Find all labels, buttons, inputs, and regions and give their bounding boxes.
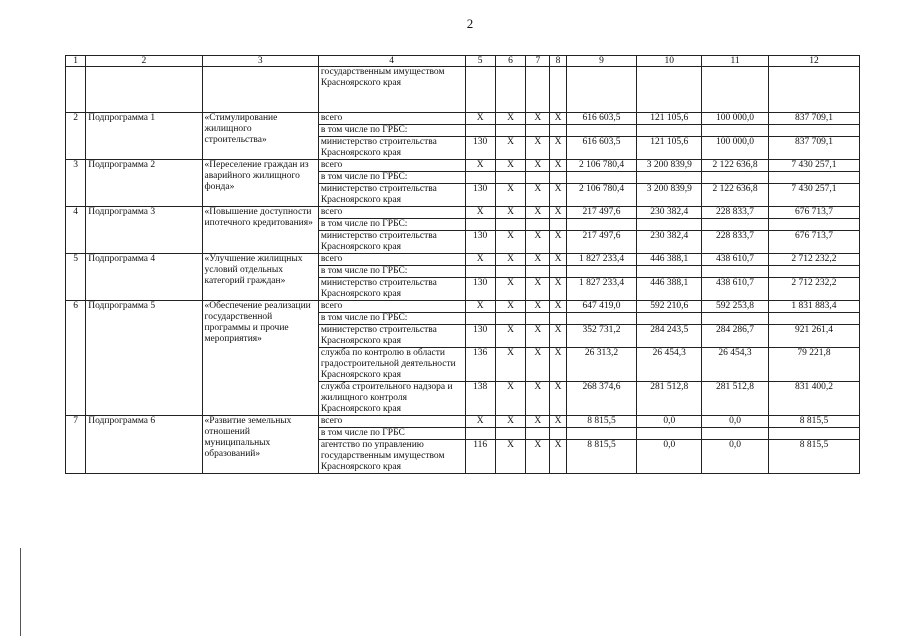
code-cell: X: [495, 231, 525, 254]
amount-cell: 230 382,4: [637, 207, 702, 219]
total-cell: 2 712 232,2: [768, 254, 859, 266]
amount-cell: 2 122 636,8: [702, 160, 769, 172]
code-cell: X: [495, 137, 525, 160]
executor-cell: всего: [318, 160, 465, 172]
total-cell: 676 713,7: [768, 231, 859, 254]
total-cell: [768, 266, 859, 278]
executor-cell: агентство по управлению государственным имуществом Красноярского края: [318, 440, 465, 474]
executor-cell: в том числе по ГРБС:: [318, 219, 465, 231]
code-cell: [550, 219, 566, 231]
table-row: [66, 207, 860, 219]
code-cell: X: [550, 382, 566, 416]
code-cell: X: [495, 254, 525, 266]
code-cell: X: [526, 207, 550, 219]
row-number: 5: [66, 254, 86, 301]
subprogram-label: Подпрограмма 2: [86, 160, 202, 207]
code-cell: X: [550, 113, 566, 125]
code-cell: X: [550, 231, 566, 254]
amount-cell: 217 497,6: [566, 207, 637, 219]
amount-cell: 3 200 839,9: [637, 160, 702, 172]
code-cell: [550, 313, 566, 325]
code-cell: X: [495, 278, 525, 301]
total-cell: 676 713,7: [768, 207, 859, 219]
subprogram-name: «Развитие земельных отношений муниципальных образований»: [202, 416, 318, 474]
amount-cell: [702, 266, 769, 278]
code-cell: [526, 428, 550, 440]
executor-cell: в том числе по ГРБС:: [318, 266, 465, 278]
subprogram-name: «Переселение граждан из аварийного жилищного фонда»: [202, 160, 318, 207]
amount-cell: 26 454,3: [637, 348, 702, 382]
amount-cell: 3 200 839,9: [637, 184, 702, 207]
amount-cell: 100 000,0: [702, 113, 769, 125]
row-number: [66, 67, 86, 113]
amount-cell: [637, 428, 702, 440]
subprogram-label: Подпрограмма 3: [86, 207, 202, 254]
column-header: 6: [495, 56, 525, 67]
code-cell: X: [550, 301, 566, 313]
code-cell: X: [550, 160, 566, 172]
amount-cell: 616 603,5: [566, 137, 637, 160]
amount-cell: [702, 313, 769, 325]
amount-cell: 1 827 233,4: [566, 278, 637, 301]
code-cell: X: [526, 278, 550, 301]
total-cell: [768, 313, 859, 325]
amount-cell: 446 388,1: [637, 254, 702, 266]
amount-cell: 268 374,6: [566, 382, 637, 416]
executor-cell: министерство строительства Красноярского края: [318, 231, 465, 254]
column-header: 9: [566, 56, 637, 67]
code-cell: X: [550, 254, 566, 266]
subprogram-name: «Стимулирование жилищного строительства»: [202, 113, 318, 160]
amount-cell: [566, 125, 637, 137]
table-row: [66, 416, 860, 428]
grbs-code-cell: X: [465, 301, 495, 313]
executor-cell: всего: [318, 207, 465, 219]
column-header: 1: [66, 56, 86, 67]
row-number: 7: [66, 416, 86, 474]
executor-cell: министерство строительства Красноярского края: [318, 278, 465, 301]
table-row: [66, 301, 860, 313]
table-row: [66, 160, 860, 172]
continuation-row: [66, 67, 860, 113]
code-cell: X: [526, 440, 550, 474]
amount-cell: 1 827 233,4: [566, 254, 637, 266]
amount-cell: [566, 266, 637, 278]
grbs-code-cell: 116: [465, 440, 495, 474]
amount-cell: 281 512,8: [637, 382, 702, 416]
executor-cell: всего: [318, 301, 465, 313]
amount-cell: 446 388,1: [637, 278, 702, 301]
code-cell: [526, 266, 550, 278]
code-cell: X: [495, 348, 525, 382]
executor-cell: министерство строительства Красноярского края: [318, 137, 465, 160]
total-cell: [768, 125, 859, 137]
executor-cell: служба строительного надзора и жилищного контроля Красноярского края: [318, 382, 465, 416]
scan-edge-line: [20, 548, 21, 636]
code-cell: X: [495, 160, 525, 172]
code-cell: X: [526, 113, 550, 125]
grbs-code-cell: 130: [465, 325, 495, 348]
grbs-code-cell: 130: [465, 137, 495, 160]
code-cell: [526, 125, 550, 137]
amount-cell: 217 497,6: [566, 231, 637, 254]
subprogram-label: Подпрограмма 5: [86, 301, 202, 416]
total-cell: 1 831 883,4: [768, 301, 859, 313]
executor-cell: в том числе по ГРБС:: [318, 172, 465, 184]
executor-cell: всего: [318, 254, 465, 266]
code-cell: X: [526, 254, 550, 266]
total-cell: 8 815,5: [768, 416, 859, 428]
code-cell: X: [526, 160, 550, 172]
total-cell: 2 712 232,2: [768, 278, 859, 301]
code-cell: X: [495, 207, 525, 219]
total-cell: 921 261,4: [768, 325, 859, 348]
column-header: 5: [465, 56, 495, 67]
code-cell: [495, 172, 525, 184]
amount-cell: 8 815,5: [566, 440, 637, 474]
executor-cell: министерство строительства Красноярского края: [318, 325, 465, 348]
code-cell: X: [495, 325, 525, 348]
amount-cell: [637, 125, 702, 137]
amount-cell: 2 106 780,4: [566, 160, 637, 172]
column-header: 12: [768, 56, 859, 67]
code-cell: [526, 172, 550, 184]
code-cell: [550, 172, 566, 184]
amount-cell: 0,0: [702, 440, 769, 474]
code-cell: X: [550, 184, 566, 207]
column-header: 8: [550, 56, 566, 67]
amount-cell: 2 122 636,8: [702, 184, 769, 207]
code-cell: X: [550, 416, 566, 428]
code-cell: X: [550, 325, 566, 348]
grbs-code-cell: [465, 172, 495, 184]
code-cell: [550, 125, 566, 137]
executor-cell: в том числе по ГРБС: [318, 428, 465, 440]
grbs-code-cell: X: [465, 160, 495, 172]
executor-cell: государственным имуществом Красноярского края: [318, 67, 465, 113]
subprogram-label: Подпрограмма 4: [86, 254, 202, 301]
code-cell: [550, 266, 566, 278]
amount-cell: 0,0: [637, 440, 702, 474]
total-cell: [768, 428, 859, 440]
code-cell: X: [526, 348, 550, 382]
code-cell: X: [495, 184, 525, 207]
amount-cell: [702, 172, 769, 184]
subprogram-name: «Повышение доступности ипотечного кредитования»: [202, 207, 318, 254]
code-cell: X: [526, 382, 550, 416]
amount-cell: [637, 219, 702, 231]
subprogram-name: «Обеспечение реализации государственной программы и прочие мероприятия»: [202, 301, 318, 416]
subprogram-name: [202, 67, 318, 113]
amount-cell: 228 833,7: [702, 231, 769, 254]
amount-cell: [637, 313, 702, 325]
table-row: [66, 254, 860, 266]
code-cell: X: [495, 113, 525, 125]
amount-cell: [566, 428, 637, 440]
row-number: 2: [66, 113, 86, 160]
amount-cell: 0,0: [702, 416, 769, 428]
subprogram-label: Подпрограмма 6: [86, 416, 202, 474]
column-header: 2: [86, 56, 202, 67]
subprogram-label: Подпрограмма 1: [86, 113, 202, 160]
grbs-code-cell: X: [465, 207, 495, 219]
column-header: 7: [526, 56, 550, 67]
total-cell: 831 400,2: [768, 382, 859, 416]
grbs-code-cell: [465, 266, 495, 278]
total-cell: [768, 172, 859, 184]
total-cell: [768, 219, 859, 231]
amount-cell: 438 610,7: [702, 278, 769, 301]
executor-cell: министерство строительства Красноярского края: [318, 184, 465, 207]
amount-cell: [566, 172, 637, 184]
executor-cell: всего: [318, 113, 465, 125]
amount-cell: 26 313,2: [566, 348, 637, 382]
row-number: 4: [66, 207, 86, 254]
amount-cell: [566, 219, 637, 231]
amount-cell: 438 610,7: [702, 254, 769, 266]
executor-cell: служба по контролю в области градостроительной деятельности Красноярского края: [318, 348, 465, 382]
grbs-code-cell: [465, 313, 495, 325]
code-cell: X: [526, 301, 550, 313]
subprogram-name: «Улучшение жилищных условий отдельных категорий граждан»: [202, 254, 318, 301]
budget-table: [65, 55, 860, 474]
code-cell: X: [526, 231, 550, 254]
grbs-code-cell: X: [465, 254, 495, 266]
amount-cell: 284 243,5: [637, 325, 702, 348]
amount-cell: 352 731,2: [566, 325, 637, 348]
grbs-code-cell: X: [465, 416, 495, 428]
code-cell: X: [526, 325, 550, 348]
grbs-code-cell: X: [465, 113, 495, 125]
row-number: 6: [66, 301, 86, 416]
code-cell: [526, 313, 550, 325]
amount-cell: 592 253,8: [702, 301, 769, 313]
amount-cell: 26 454,3: [702, 348, 769, 382]
amount-cell: 228 833,7: [702, 207, 769, 219]
grbs-code-cell: 136: [465, 348, 495, 382]
amount-cell: 0,0: [637, 416, 702, 428]
page-number: 2: [466, 16, 474, 31]
table-row: [66, 113, 860, 125]
grbs-code-cell: [465, 219, 495, 231]
column-number-row: [66, 56, 860, 67]
total-cell: 8 815,5: [768, 440, 859, 474]
grbs-code-cell: [465, 428, 495, 440]
code-cell: [495, 125, 525, 137]
amount-cell: 616 603,5: [566, 113, 637, 125]
amount-cell: [637, 172, 702, 184]
grbs-code-cell: 130: [465, 184, 495, 207]
code-cell: [550, 428, 566, 440]
grbs-code-cell: [465, 125, 495, 137]
amount-cell: [702, 428, 769, 440]
grbs-code-cell: 138: [465, 382, 495, 416]
code-cell: X: [526, 184, 550, 207]
row-number: 3: [66, 160, 86, 207]
column-header: 4: [318, 56, 465, 67]
column-header: 3: [202, 56, 318, 67]
code-cell: [495, 428, 525, 440]
amount-cell: 8 815,5: [566, 416, 637, 428]
amount-cell: 121 105,6: [637, 137, 702, 160]
code-cell: X: [495, 301, 525, 313]
amount-cell: 230 382,4: [637, 231, 702, 254]
amount-cell: [702, 219, 769, 231]
amount-cell: [702, 125, 769, 137]
column-header: 11: [702, 56, 769, 67]
code-cell: [495, 219, 525, 231]
code-cell: X: [526, 416, 550, 428]
executor-cell: в том числе по ГРБС:: [318, 125, 465, 137]
amount-cell: 647 419,0: [566, 301, 637, 313]
amount-cell: [637, 266, 702, 278]
code-cell: X: [550, 137, 566, 160]
amount-cell: 100 000,0: [702, 137, 769, 160]
column-header: 10: [637, 56, 702, 67]
code-cell: X: [495, 440, 525, 474]
subprogram-label: [86, 67, 202, 113]
amount-cell: 281 512,8: [702, 382, 769, 416]
total-cell: 79 221,8: [768, 348, 859, 382]
executor-cell: в том числе по ГРБС:: [318, 313, 465, 325]
code-cell: X: [495, 382, 525, 416]
grbs-code-cell: 130: [465, 231, 495, 254]
code-cell: X: [550, 348, 566, 382]
total-cell: 7 430 257,1: [768, 160, 859, 172]
executor-cell: всего: [318, 416, 465, 428]
code-cell: X: [526, 137, 550, 160]
amount-cell: [566, 313, 637, 325]
total-cell: 7 430 257,1: [768, 184, 859, 207]
total-cell: 837 709,1: [768, 113, 859, 125]
amount-cell: 592 210,6: [637, 301, 702, 313]
total-cell: 837 709,1: [768, 137, 859, 160]
code-cell: X: [495, 416, 525, 428]
code-cell: [526, 219, 550, 231]
code-cell: X: [550, 440, 566, 474]
amount-cell: 121 105,6: [637, 113, 702, 125]
grbs-code-cell: 130: [465, 278, 495, 301]
code-cell: X: [550, 278, 566, 301]
code-cell: [495, 266, 525, 278]
amount-cell: 284 286,7: [702, 325, 769, 348]
amount-cell: 2 106 780,4: [566, 184, 637, 207]
code-cell: [495, 313, 525, 325]
code-cell: X: [550, 207, 566, 219]
